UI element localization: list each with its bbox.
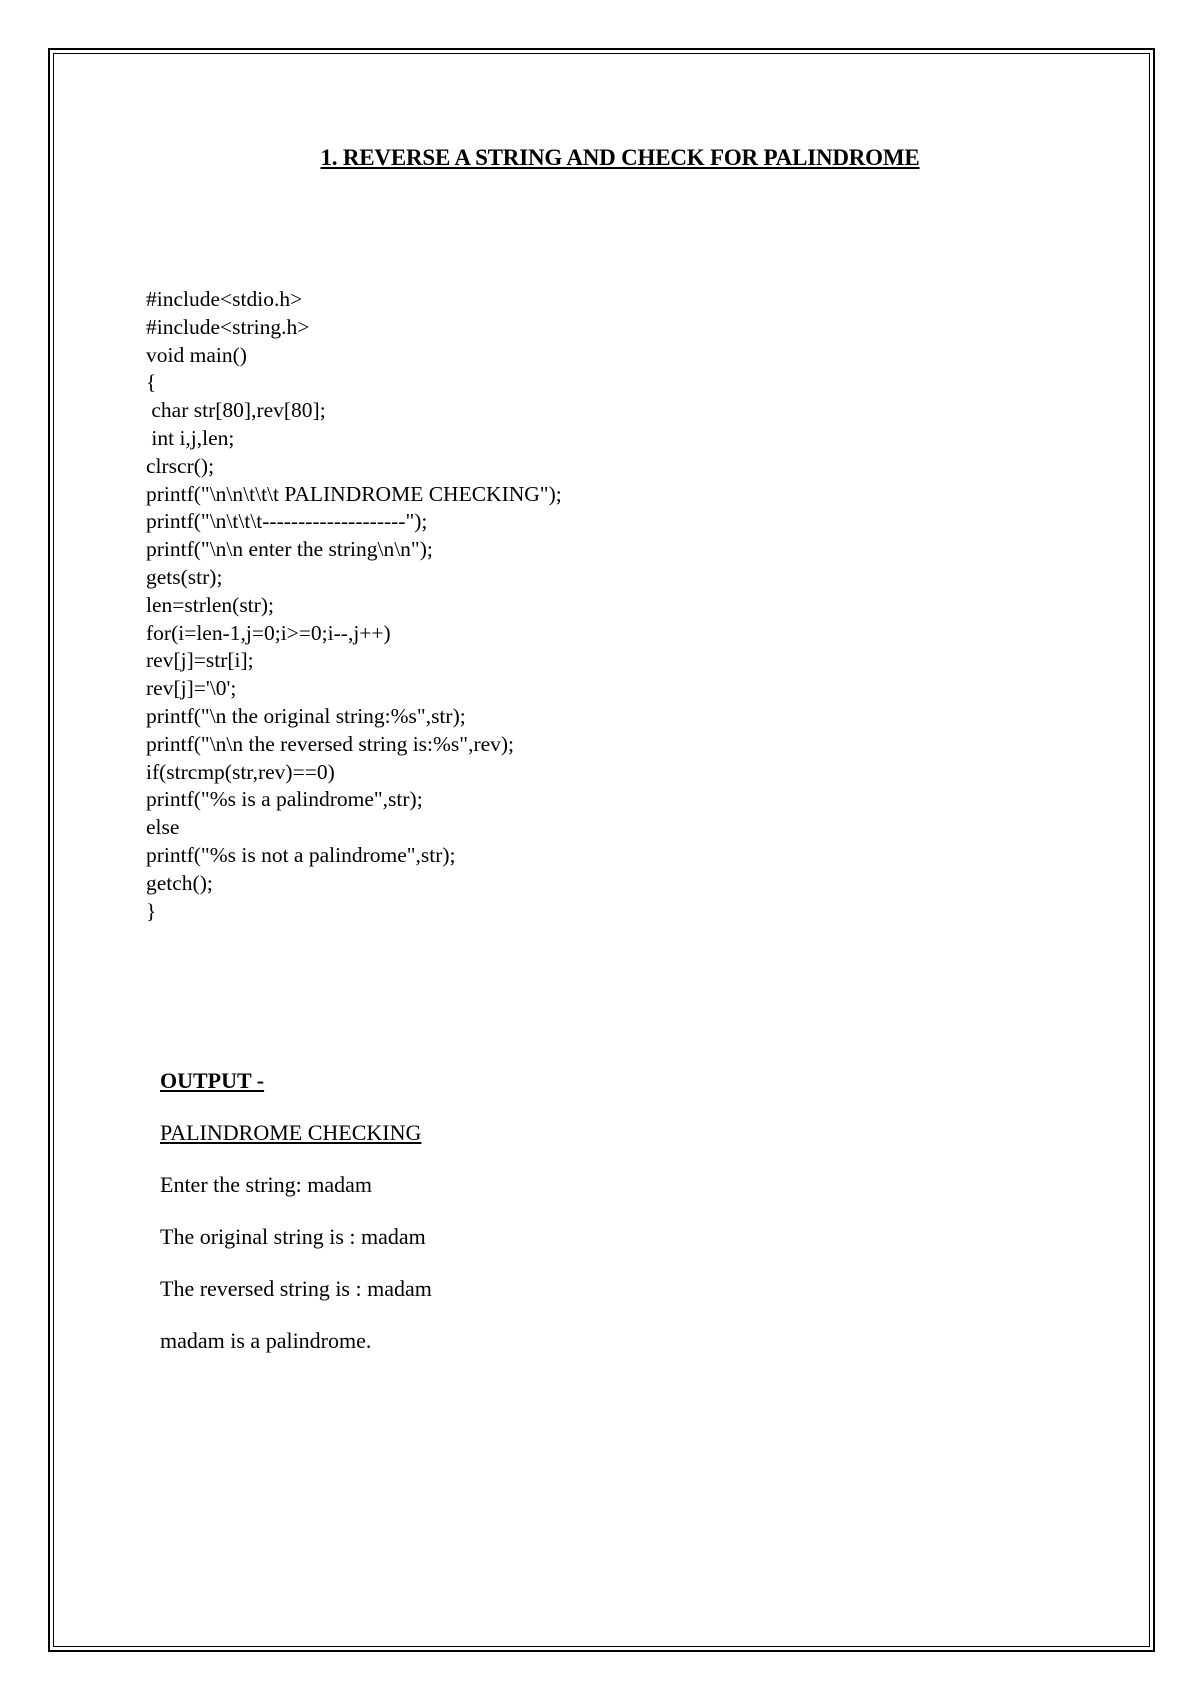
output-line-input: Enter the string: madam: [160, 1172, 372, 1197]
code-line: printf("\n the original string:%s",str);: [146, 703, 466, 728]
code-line: int i,j,len;: [146, 425, 235, 450]
code-line: {: [146, 370, 157, 395]
output-heading: OUTPUT -: [160, 1068, 265, 1093]
code-line: printf("\n\t\t\t--------------------");: [146, 509, 428, 534]
code-line: if(strcmp(str,rev)==0): [146, 759, 335, 784]
code-listing: [146, 286, 562, 925]
code-line: rev[j]='\0';: [146, 676, 237, 701]
output-line-reversed: The reversed string is : madam: [160, 1276, 432, 1301]
code-line: printf("\n\n enter the string\n\n");: [146, 537, 433, 562]
output-line-program-title: PALINDROME CHECKING: [160, 1120, 422, 1145]
output-line-result: madam is a palindrome.: [160, 1328, 372, 1353]
output-line-original: The original string is : madam: [160, 1224, 426, 1249]
code-line: printf("%s is a palindrome",str);: [146, 787, 423, 812]
code-line: len=strlen(str);: [146, 592, 274, 617]
code-line: else: [146, 815, 180, 840]
code-line: }: [146, 898, 157, 923]
code-line: #include<stdio.h>: [146, 287, 303, 311]
code-line: getch();: [146, 870, 213, 895]
code-line: gets(str);: [146, 564, 223, 589]
document-title: 1. REVERSE A STRING AND CHECK FOR PALINDROME: [320, 145, 920, 170]
code-line: void main(): [146, 342, 247, 367]
code-line: char str[80],rev[80];: [146, 398, 326, 423]
code-line: printf("\n\n\t\t\t PALINDROME CHECKING");: [146, 481, 562, 506]
code-line: printf("\n\n the reversed string is:%s",rev);: [146, 731, 515, 756]
code-line: #include<string.h>: [146, 314, 310, 339]
output-section: [160, 1066, 432, 1378]
code-line: rev[j]=str[i];: [146, 648, 254, 673]
output-lines: [160, 1118, 432, 1378]
code-line: printf("%s is not a palindrome",str);: [146, 842, 456, 867]
code-line: clrscr();: [146, 453, 215, 478]
code-line: for(i=len-1,j=0;i>=0;i--,j++): [146, 620, 391, 645]
